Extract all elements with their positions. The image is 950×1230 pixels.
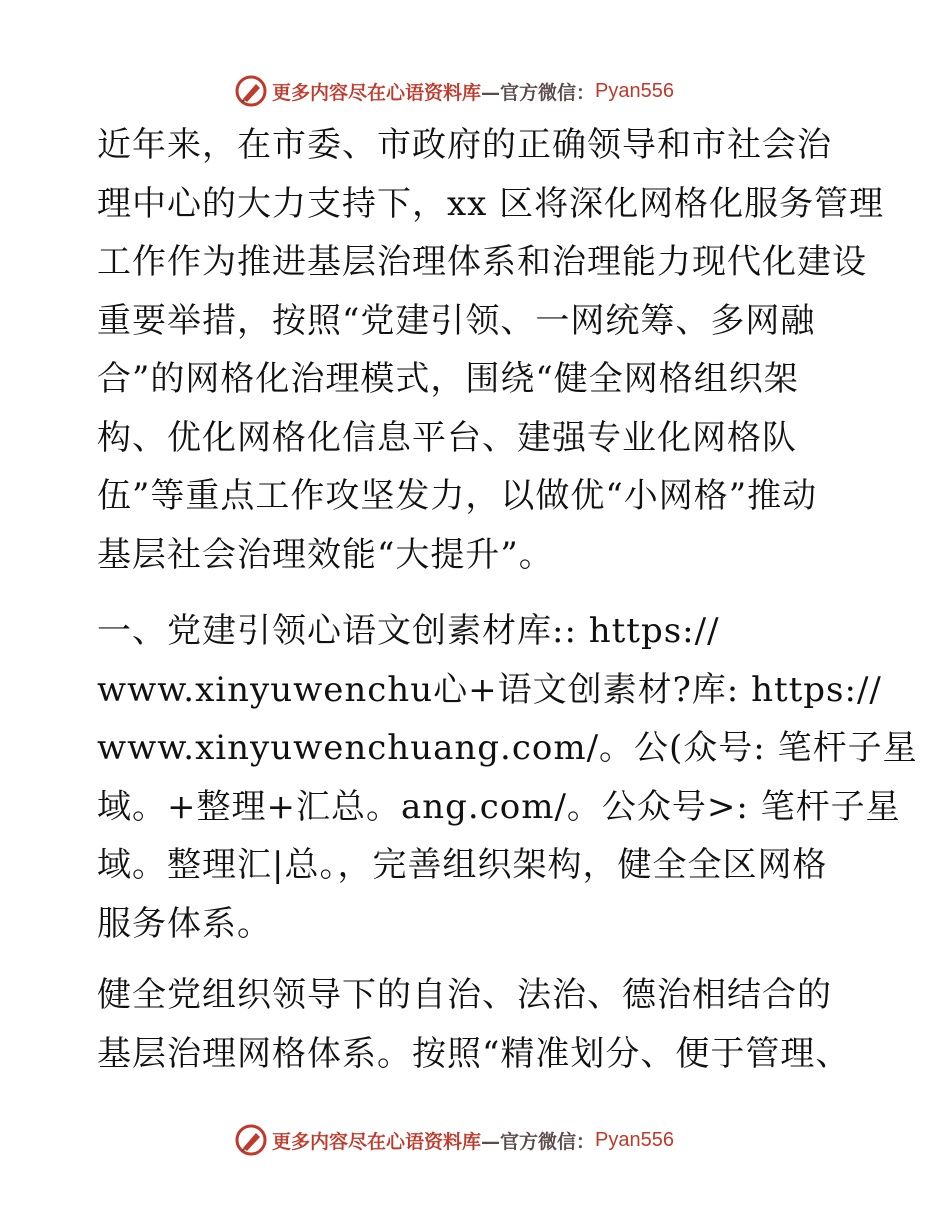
text-line: www.xinyuwenchu心+语文创素材?库: https:// — [97, 669, 882, 710]
watermark-sub-text: —官方微信： — [481, 81, 596, 104]
watermark-wechat-id: Pyan556 — [595, 1128, 674, 1151]
paragraph-intro — [97, 116, 885, 584]
text-line: 重要举措，按照“党建引领、一网统筹、多网融 — [97, 300, 816, 341]
watermark-sub-text: —官方微信： — [481, 1130, 596, 1153]
text-line: www.xinyuwenchuang.com/。公(众号: 笔杆子星 — [97, 728, 918, 768]
text-line: 伍”等重点工作攻坚发力，以做优“小网格”推动 — [97, 476, 818, 516]
pen-nib-logo-icon — [234, 74, 268, 108]
footer-watermark — [234, 1120, 674, 1160]
header-watermark — [234, 71, 674, 111]
text-line: 一、党建引领心语文创素材库:: https:// — [97, 611, 720, 651]
watermark-main-text: 更多内容尽在心语资料库 — [272, 81, 482, 104]
text-line: 服务体系。 — [97, 903, 272, 944]
text-line: 基层治理网格体系。按照“精准划分、便于管理、 — [97, 1033, 851, 1074]
paragraph-grid-system — [97, 966, 867, 1083]
pen-nib-logo-icon — [234, 1123, 268, 1157]
text-line: 理中心的大力支持下，xx 区将深化网格化服务管理 — [97, 183, 885, 224]
paragraph-section-one — [97, 602, 918, 953]
text-line: 基层社会治理效能“大提升”。 — [97, 534, 554, 575]
text-line: 构、优化网格化信息平台、建强专业化网格队 — [97, 417, 797, 458]
text-line: 合”的网格化治理模式，围绕“健全网格组织架 — [97, 359, 799, 399]
text-line: 近年来，在市委、市政府的正确领导和市社会治 — [97, 125, 832, 165]
text-line: 工作作为推进基层治理体系和治理能力现代化建设 — [97, 242, 867, 282]
watermark-wechat-id: Pyan556 — [595, 79, 674, 102]
watermark-main-text: 更多内容尽在心语资料库 — [272, 1130, 482, 1153]
text-line: 域。整理汇|总。，完善组织架构，健全全区网格 — [97, 845, 828, 885]
text-line: 域。+整理+汇总。ang.com/。公众号>: 笔杆子星 — [97, 786, 901, 827]
text-line: 健全党组织领导下的自治、法治、德治相结合的 — [97, 975, 832, 1015]
